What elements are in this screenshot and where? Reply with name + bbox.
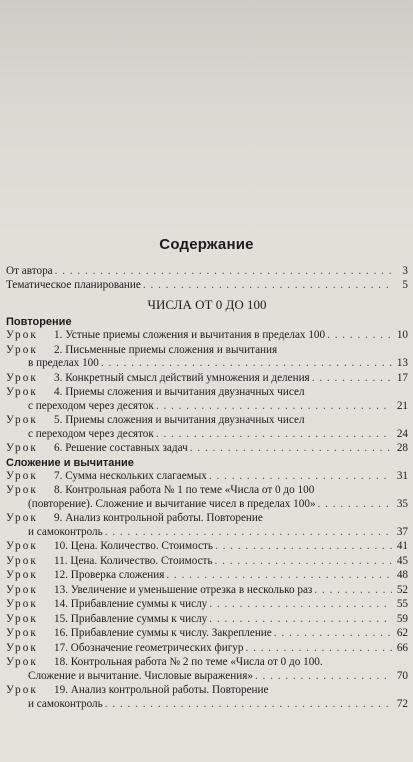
lesson-line <box>6 642 408 656</box>
lesson-entry <box>6 329 408 343</box>
lesson-label: Урок <box>6 627 38 639</box>
leader-dots <box>246 642 393 656</box>
leader-dots <box>190 442 392 456</box>
lesson-title: с переходом через десяток <box>28 399 154 412</box>
lesson-title: Сложение и вычитание. Числовые выражения» <box>28 669 253 682</box>
lesson-line <box>6 357 408 371</box>
toc-entry <box>6 264 408 278</box>
lesson-entry <box>6 627 408 641</box>
lesson-title: 19. Анализ контрольной работы. Повторение <box>54 684 269 696</box>
lesson-entry <box>6 414 408 441</box>
lesson-line <box>6 584 408 598</box>
page-number: 17 <box>396 371 408 384</box>
lesson-entry <box>6 642 408 656</box>
lesson-title: 14. Прибавление суммы к числу <box>54 598 208 610</box>
lesson-label: Урок <box>6 684 38 696</box>
lesson-label: Урок <box>6 569 38 581</box>
lesson-title: 4. Приемы сложения и вычитания двузначных чисел <box>54 386 305 398</box>
lesson-title: 12. Проверка сложения <box>54 569 165 581</box>
lesson-title: 18. Контрольная работа № 2 по теме «Числа от 0 до 100. <box>54 656 323 668</box>
lesson-label: Урок <box>6 414 38 426</box>
page-number: 72 <box>396 697 408 710</box>
lesson-entry <box>6 555 408 569</box>
lesson-title: 17. Обозначение геометрических фигур <box>54 641 244 654</box>
lesson-line <box>6 484 408 498</box>
leader-dots <box>156 400 392 414</box>
lesson-label: Урок <box>6 540 38 552</box>
leader-dots <box>318 498 392 512</box>
page-number: 45 <box>396 554 408 567</box>
lesson-entry <box>6 484 408 511</box>
lesson-line <box>6 414 408 428</box>
lesson-line <box>6 627 408 641</box>
section-title: Повторение <box>6 316 72 328</box>
lesson-title: 15. Прибавление суммы к числу <box>54 612 208 625</box>
page-number: 37 <box>396 525 408 538</box>
leader-dots <box>314 584 392 598</box>
lesson-title: 16. Прибавление суммы к числу. Закрепление <box>54 627 272 639</box>
part-title: ЧИСЛА ОТ 0 ДО 100 <box>147 297 267 312</box>
page-number: 35 <box>396 497 408 510</box>
page-number: 24 <box>396 427 408 440</box>
leader-dots <box>215 555 392 569</box>
lesson-line <box>6 372 408 386</box>
page-number: 21 <box>396 399 408 412</box>
lesson-title: 9. Анализ контрольной работы. Повторение <box>54 512 263 524</box>
lesson-entry <box>6 584 408 598</box>
leader-dots <box>105 698 392 712</box>
lesson-title: 5. Приемы сложения и вычитания двузначных чисел <box>54 414 305 426</box>
lesson-line <box>6 698 408 712</box>
lesson-line <box>6 670 408 684</box>
lesson-line <box>6 400 408 414</box>
lesson-title: (повторение). Сложение и вычитание чисел в пределах 100» <box>28 497 316 510</box>
leader-dots <box>312 372 392 386</box>
lesson-label: Урок <box>6 612 38 625</box>
lesson-line <box>6 526 408 540</box>
lesson-line <box>6 498 408 512</box>
lesson-line <box>6 540 408 554</box>
lesson-label: Урок <box>6 656 38 668</box>
lesson-entry <box>6 613 408 627</box>
lesson-entry <box>6 386 408 413</box>
lesson-entry <box>6 344 408 371</box>
lesson-title: с переходом через десяток <box>28 427 154 440</box>
leader-dots <box>166 569 392 583</box>
lesson-entry <box>6 372 408 386</box>
lesson-label: Урок <box>6 583 38 596</box>
lesson-label: Урок <box>6 386 38 398</box>
page-number: 31 <box>396 469 408 482</box>
page-number: 5 <box>402 279 408 291</box>
page-number: 66 <box>396 641 408 654</box>
lesson-entry <box>6 470 408 484</box>
leader-dots <box>143 278 392 292</box>
lesson-title: и самоконтроль <box>28 525 103 538</box>
leader-dots <box>255 670 392 684</box>
lesson-entry <box>6 442 408 456</box>
lesson-label: Урок <box>6 554 38 567</box>
section-title: Сложение и вычитание <box>6 456 134 469</box>
page-number: 55 <box>396 598 408 610</box>
lesson-title: 10. Цена. Количество. Стоимость <box>54 540 213 552</box>
leader-dots <box>101 357 392 371</box>
lesson-label: Урок <box>6 484 38 496</box>
leader-dots <box>55 264 392 278</box>
lesson-line <box>6 442 408 456</box>
page-number: 62 <box>396 627 408 639</box>
lesson-label: Урок <box>6 598 38 610</box>
lesson-line <box>6 344 408 358</box>
lesson-line <box>6 613 408 627</box>
lesson-entry <box>6 540 408 554</box>
leader-dots <box>209 613 392 627</box>
toc-entry <box>6 278 408 292</box>
page-number: 3 <box>402 265 408 277</box>
leader-dots <box>327 329 392 343</box>
lesson-label: Урок <box>6 641 38 654</box>
table-of-contents <box>6 264 408 712</box>
lesson-title: 2. Письменные приемы сложения и вычитания <box>54 343 278 356</box>
lesson-line <box>6 329 408 343</box>
lesson-line <box>6 684 408 698</box>
lesson-entry <box>6 684 408 711</box>
lesson-title: 3. Конкретный смысл действий умножения и деления <box>54 371 310 384</box>
lesson-title: 7. Сумма нескольких слагаемых <box>54 469 207 482</box>
leader-dots <box>274 627 392 641</box>
lesson-entry <box>6 569 408 583</box>
lesson-title: 8. Контрольная работа № 1 по теме «Числа от 0 до 100 <box>54 484 315 496</box>
page-number: 52 <box>396 583 408 596</box>
lesson-title: 11. Цена. Количество. Стоимость <box>54 554 213 567</box>
lesson-title: и самоконтроль <box>28 697 103 710</box>
lesson-entry <box>6 512 408 539</box>
lesson-line <box>6 598 408 612</box>
entry-title: От автора <box>6 265 53 277</box>
leader-dots <box>209 598 392 612</box>
lesson-line <box>6 555 408 569</box>
page-number: 10 <box>396 329 408 341</box>
lesson-line <box>6 656 408 670</box>
page-number: 41 <box>396 540 408 552</box>
lesson-line <box>6 428 408 442</box>
lesson-label: Урок <box>6 512 38 524</box>
page-title: Содержание <box>159 236 254 253</box>
lesson-label: Урок <box>6 329 38 341</box>
lesson-label: Урок <box>6 442 38 454</box>
page-number: 28 <box>396 442 408 454</box>
leader-dots <box>156 428 392 442</box>
lesson-label: Урок <box>6 371 38 384</box>
lesson-entry <box>6 598 408 612</box>
leader-dots <box>209 470 392 484</box>
lesson-title: 1. Устные приемы сложения и вычитания в пределах 100 <box>54 329 326 341</box>
lesson-title: 6. Решение составных задач <box>54 442 188 454</box>
leader-dots <box>105 526 392 540</box>
page-number: 13 <box>396 357 408 369</box>
lesson-entry <box>6 656 408 683</box>
lesson-line <box>6 386 408 400</box>
leader-dots <box>215 540 392 554</box>
lesson-title: в пределах 100 <box>28 357 99 369</box>
page-number: 70 <box>396 669 408 682</box>
page-number: 48 <box>396 569 408 581</box>
lesson-line <box>6 470 408 484</box>
lesson-label: Урок <box>6 469 38 482</box>
page-number: 59 <box>396 612 408 625</box>
lesson-label: Урок <box>6 343 38 356</box>
lesson-line <box>6 569 408 583</box>
lesson-title: 13. Увеличение и уменьшение отрезка в несколько раз <box>54 583 313 596</box>
lesson-line <box>6 512 408 526</box>
entry-title: Тематическое планирование <box>6 279 141 291</box>
